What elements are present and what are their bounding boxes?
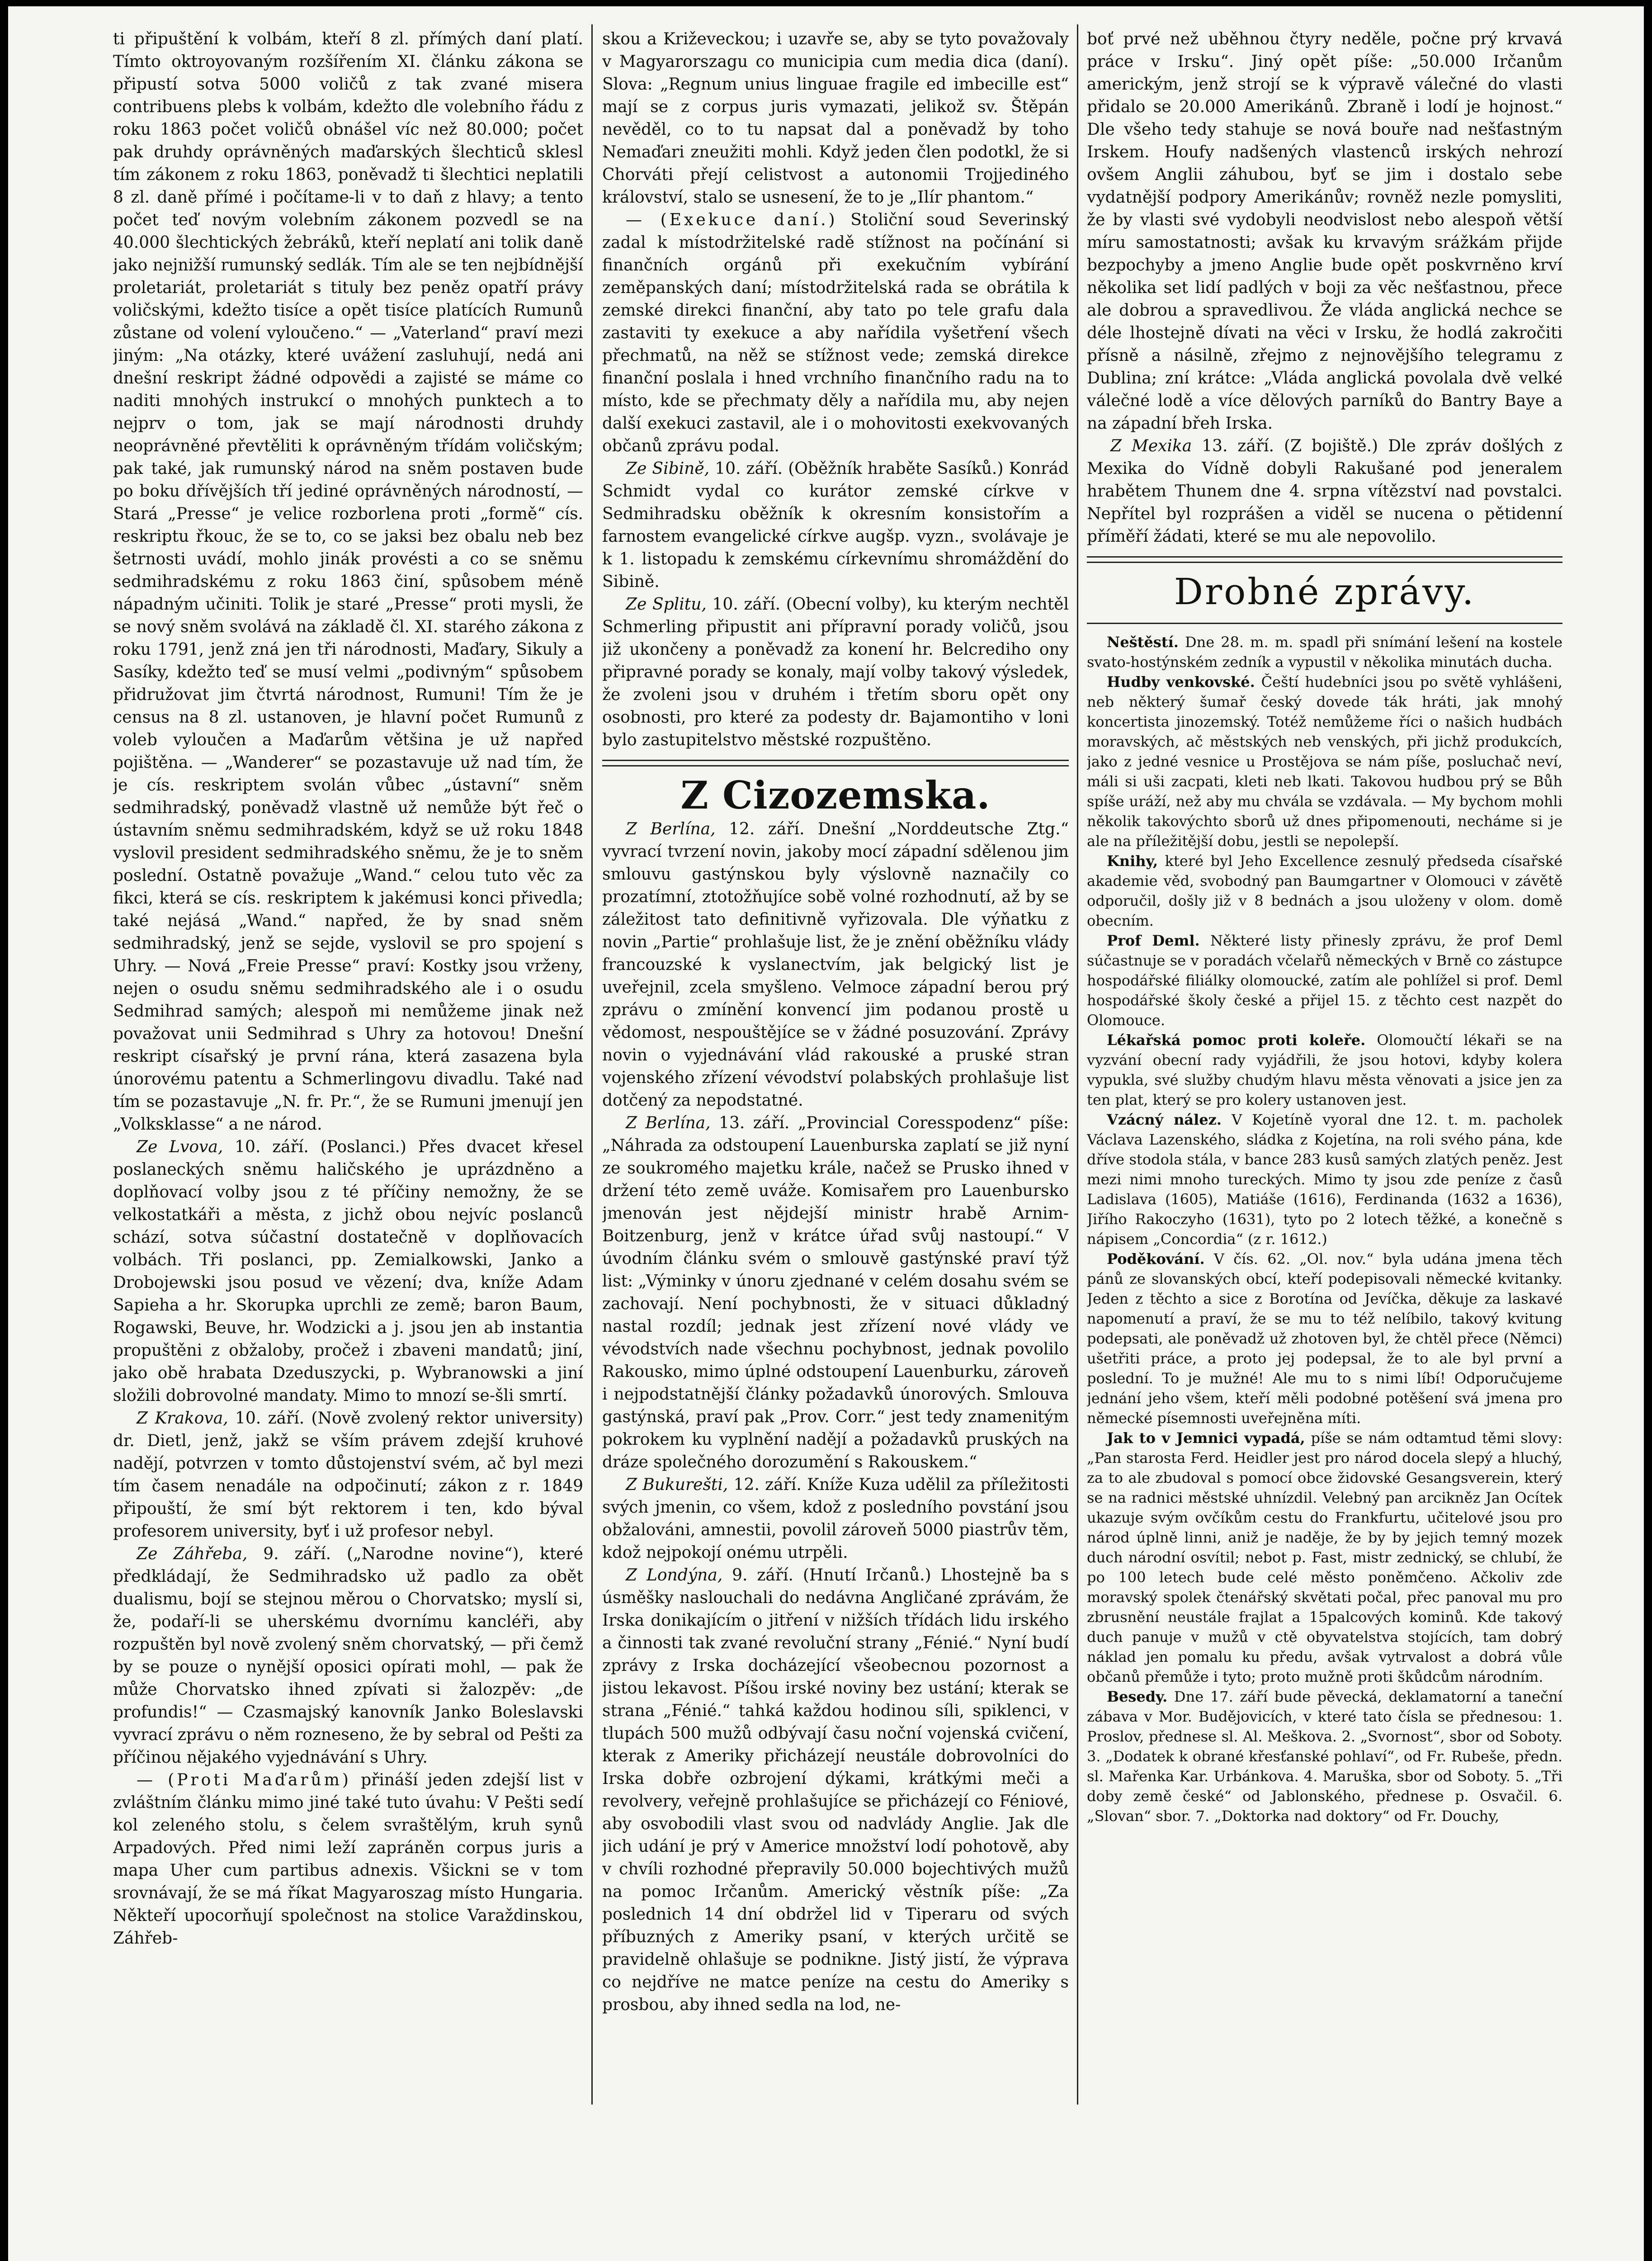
news-item-heading: Vzácný nález.	[1107, 1111, 1222, 1128]
news-item-heading: Jak to v Jemnici vypadá,	[1107, 1429, 1305, 1447]
article-text: Stoliční soud Severinský zadal k místodržitelské radě stížnost na počínání si finančních orgánů při exekučním vybírání zeměpanských daní; místodržitelská rada se obrátila k zemské direkci finanční, aby tato po tele grafu dala zastaviti ty exekuce a aby nařídila vyšetření všech přechmatů, na něž se stížnost vede; zemská direkce finanční poslala i hned vrchního finančního radu na to místo, kde se přechmaty děly a nařídila mu, aby nejen další exekuci zastavil, ale i o mohovitosti exekvovaných občanů zprávu podal.	[602, 211, 1069, 455]
paragraph-heading: — (Exekuce daní.)	[626, 211, 838, 229]
dateline-date: 9. září. (Hnutí Irčanů.)	[732, 1566, 931, 1585]
news-item-text: Některé listy přinesly zprávu, že prof Deml súčastnuje se v poradách včelařů německých v Brně co zástupce hospodářské filiálky olomoucké, zatím ale pohlížel si prof. Deml hospodářské školy české a přijel 15. z těchto cest nazpět do Olomouce.	[1087, 932, 1562, 1029]
article-text: Dnešní „Norddeutsche Ztg.“ vyvrací tvrzení novin, jakoby mocí západní sdělenou jim smlouvu gastýnskou byly výslovně naznačily co prozatímní, ztotožňujíce sobě volné rozhodnutí, až by se záležitost tato definitivně vyřizovala. Dle výňatku z novin „Partie“ prohlašuje list, že je znění oběžníku vlády francouzské k vyslanectvím, jak belgický list je uveřejnil, zcela smyšleno. Velmoce západní berou prý zprávu o zmínění konvencí jim podanou prostě u vědomost, nespouštějíce se v žádné posuzování. Zprávy novin o vyjednávání vlád rakouské a pruské stran vojenského zřízení vévodství polabských prohlašuje list dotčený za nepodstatné.	[602, 820, 1069, 1110]
news-item-heading: Prof Deml.	[1107, 932, 1200, 949]
news-item-heading: Knihy,	[1107, 852, 1158, 870]
dateline-place: Z Berlína,	[626, 820, 716, 838]
news-item-text: Dne 17. září bude pěvecká, deklamatorní a taneční zábava v Mor. Budějovicích, v které tato čísla se přednesou: 1. Proslov, přednese sl. Al. Meškova. 2. „Svornost“, sbor od Soboty. 3. „Dodatek k obrané křesťanské pohlaví“, od Fr. Rubeše, předn. sl. Mařenka Kar. Urbánkova. 4. Maruška, sbor od Soboty. 5. „Tři doby země české“ od Jablonského, přednese p. Osvačil. 6. „Slovan“ sbor. 7. „Doktorka nad doktory“ od Fr. Douchy,	[1087, 1688, 1562, 1825]
article-text: přináší jeden zdejší list v zvláštním článku mimo jiné také tuto úvahu: V Pešti sedí kol zeleného stolu, s čelem svraštělým, kruh synů Arpadových. Před nimi leží zapráněn corpus juris a mapa Uher cum partibus adnexis. Všickni se v tom srovnávají, že se má říkat Magyaroszag místo Hungaria. Někteří upocorňují společnost na stolice Varaždinskou, Záhřeb-	[113, 1771, 583, 1948]
dateline-place: Ze Splitu,	[626, 595, 707, 614]
news-item-text: Dne 28. m. m. spadl při snímání lešení na kostele svato-hostýnském zedník a vypustil v několika minutách ducha.	[1087, 634, 1562, 671]
article-paragraph	[113, 1407, 583, 1543]
article-text: Dle zpráv došlých z Mexika do Vídně dobyli Rakušané pod jeneralem hrabětem Thunem dne 4. srpna vítězství nad povstalci. Nepřítel byl rozprášen a viděl se nucena o pětidenní příměří žádati, které se mu ale nepovolilo.	[1087, 437, 1562, 546]
news-item-text: V čís. 62. „Ol. nov.“ byla udána jmena těch pánů ze slovanských obcí, kteří podepisovali německé kvitanky. Jeden z těchto a sice z Borotína od Jevíčka, děkuje za laskavé napomenutí a praví, že se mu to též nelíbilo, takový kvitung podepsati, ale poněvadž už zhotoven byl, že chtěl přece (Němci) ušetřiti práce, a proto jej podepsal, že to ale byl první a poslední. To je mužné! Ale mu to s nimi líbí! Odporučujeme jednání jeho všem, kteří měli podobné potěšení svá jmena pro německé písemnosti uveřejněna míti.	[1087, 1250, 1562, 1427]
news-item	[1087, 1249, 1562, 1428]
dateline-place: Ze Lvova,	[137, 1138, 223, 1156]
news-item	[1087, 1110, 1562, 1249]
news-item-heading: Hudby venkovské.	[1107, 673, 1255, 691]
column-rule-2	[1077, 24, 1078, 2105]
dateline-place: Z Berlína,	[626, 1114, 711, 1132]
article-paragraph	[602, 1112, 1069, 1474]
short-news-list	[1087, 632, 1562, 1826]
dateline-place: Ze Záhřeba,	[137, 1545, 248, 1563]
section-title-short-news: Drobné zprávy.	[1174, 571, 1476, 613]
newspaper-page	[8, 6, 1644, 2261]
article-text: píše: „Náhrada za odstoupení Lauenburska zaplatí se již nyní ze soukromého majetku krále, načež se Prusko ihned v držení této země uváže. Komisařem pro Lauenbursko jmenován jest nějdejší ministr hrabě Arnim-Boitzenburg, jenž v krátce úřad svůj nastoupí.“ V úvodním článku svém o smlouvě gastýnské praví týž list: „Výminky v únoru zjednané v celém dosahu svém se zachovají. Není pochybnosti, že v situaci důkladný nastal rozdíl; jednak jest zřízení nové vlády ve vévodstvích nade všechnu pochybnost, jednak povolilo Rakousko, mimo úplné odstoupení Lauenburku, zároveň i nejpodstatnější články požadavků únorových. Smlouva gastýnská, praví pak „Prov. Corr.“ jest tedy znamenitým pokrokem ku vyplnění nadějí a požadavků pruských na dráze společného dorozumění s Rakouskem.“	[602, 1114, 1069, 1471]
dateline-date: 10. září. (Nově zvolený rektor university)	[235, 1409, 583, 1428]
news-item-text: V Kojetíně vyoral dne 12. t. m. pacholek Václava Lazenského, sládka z Kojetína, na roli svého pána, kde dříve stodola stála, v bance 283 kusů samých zlatých peněz. Jest mezi nimi mnoho tureckých. Mimo ty jsou zde peníze z časů Ladislava (1605), Matiáše (1616), Ferdinanda (1632 a 1636), Jiřího Rakoczyho (1631), tyto po 2 lotech těžké, a konečně s nápisem „Concordia“ (z r. 1612.)	[1087, 1111, 1562, 1248]
section-divider	[1087, 556, 1562, 563]
column-1	[113, 28, 583, 2104]
dateline-place: Z Krakova,	[137, 1409, 228, 1428]
dateline-date: 13. září. „Provincial Coresspodenz“	[719, 1114, 1022, 1132]
article-text: skou a Križeveckou; i uzavře se, aby se tyto považovaly v Magyarorszagu co municipia cum media dica (daní). Slova: „Regnum unius linguae fragile ed imbecille est“ mají se z corpus juris vymazati, jelikož sv. Štěpán nevěděl, co to tu napsat dal a poněvadž by toho Nemaďari zneužiti mohli. Když jeden člen podotkl, že si Chorváti přejí celistvost a autonomii Trojjediného království, stalo se usnesení, že to je „Ilír phantom.“	[602, 30, 1069, 207]
news-item	[1087, 632, 1562, 672]
section-rule	[1087, 623, 1562, 624]
dateline-place: Z Mexika	[1110, 437, 1192, 455]
article-text: které předkládají, že Sedmihradsko už padlo za obět dualismu, bojí se stejnou měrou o Chorvatsko; myslí si, že, podaří-li se uherskému dvornímu kancléři, aby rozpuštěn byl nově zvolený sněm chorvatský, — při čemž by se pouze o nynější oposici opírati mohl, — pak že může Chorvatsko ihned zpívati si žalozpěv: „de profundis!“ — Czasmajský kanovník Janko Boleslavski vyvrací zprávu o něm rozneseno, že by sebral od Pešti za příčinou nějakého vyjednávání s Uhry.	[113, 1545, 583, 1767]
news-item	[1087, 672, 1562, 851]
dateline-place: Z Bukurešti,	[626, 1476, 728, 1494]
column-3	[1087, 28, 1562, 2104]
dateline-date: 10. září. (Obecní volby),	[712, 595, 912, 614]
news-item-text: Olomoučtí lékaři se na vyzvání obecní rady vyjádřili, že jsou hotovi, kdyby kolera vypukla, své služby chudým hlavu města věnovati a jsice jen za ten plat, který se pro kolery ustanoven jest.	[1087, 1031, 1562, 1108]
article-paragraph	[113, 1136, 583, 1407]
article-paragraph	[602, 1564, 1069, 2016]
news-item	[1087, 1687, 1562, 1826]
dateline-place: Z Londýna,	[626, 1566, 723, 1585]
article-paragraph	[602, 1474, 1069, 1564]
article-text: dr. Dietl, jenž, jakž se vším právem zdejší kruhové nadějí, potvrzen v tomto důstojenství svém, ač byl mezi tím časem nenadále na odpočinutí; zákon z r. 1849 připouští, že smí být rektorem i ten, kdo býval profesorem university, byť i už profesor nebyl.	[113, 1432, 583, 1541]
column-2	[602, 28, 1069, 2104]
news-item-text: které byl Jeho Excellence zesnulý předseda císařské akademie věd, svobodný pan Baumgartner v Olomouci v závětě odporučil, došly již v 8 bednách a jsou uloženy v olom. domě obecním.	[1087, 852, 1562, 929]
article-paragraph	[1087, 435, 1562, 548]
dateline-place: Ze Sibině,	[626, 459, 710, 478]
paragraph-heading: — (Proti Maďarům)	[137, 1771, 351, 1789]
dateline-date: 9. září. („Narodne novine“),	[263, 1545, 524, 1563]
article-paragraph	[602, 209, 1069, 458]
article-paragraph	[113, 1543, 583, 1769]
news-item-text: Čeští hudebníci jsou po světě vyhlášeni, neb některý šumař český dovede ták hráti, jak mnohý koncertista jinozemský. Totéž nemůžeme říci o našich hudbách moravských, ač městských neb venských, při jichž produkcích, jako z jedné vesnice u Prostějova se nám píše, posluchač neví, máli si uši zacpati, kleti neb lkati. Takovou hudbou prý se Bůh spíše uráží, než aby mu chvála se vzdávala. — My bychom mohli několik takovýchto sborů už dnes připomenouti, necháme si je ale na příležitější dobu, jestli se nepolepší.	[1087, 673, 1562, 850]
dateline-date: 10. září. (Poslanci.)	[235, 1138, 406, 1156]
news-item	[1087, 931, 1562, 1030]
news-item	[1087, 1428, 1562, 1687]
article-text: boť prvé než uběhnou čtyry neděle, počne prý krvavá práce v Irsku“. Jiný opět píše: „50.000 Irčanům americkým, jenž strojí se k výpravě válečné do vlasti přidalo se 20.000 Amerikánů. Zbraně i lodí je hojnost.“ Dle všeho tedy stahuje se nová bouře nad nešťastným Irskem. Houfy nadšených vlastenců irských nehrozí ovšem Anglii záhubou, byť se jim i dostalo sebe vydatnější podpory Amerikánův; rovněž nezle pomysliti, že by vlasti své vydobyli neodvislost nebo alespoň větší míru samostatnosti; avšak ku krvavým srážkám přijde bezpochyby a jmeno Anglie bude opět poskvrněno krví několika set lidí padlých v boji za věc nešťastnou, přece ale dobrou a spravedlivou. Že vláda anglická nechce se déle lhostejně dívati na věci v Irsku, že hodlá zakročiti přísně a násilně, zřejmo z nejnovějšího telegramu z Dublina; zní krátce: „Vláda anglická povolala dvě velké válečné lodě a více dělových parníků do Bantry Baye a na západní břeh Irska.	[1087, 30, 1562, 433]
news-item-heading: Besedy.	[1107, 1688, 1168, 1705]
article-text: Kníže Kuza udělil za příležitosti svých jmenin, co všem, kdož z posledního povstání jsou obžalováni, amnestii, povolil zároveň 5000 piastrův těm, kdož nejpokojí onému utrpěli.	[602, 1476, 1069, 1562]
dateline-date: 13. září. (Z bojiště.)	[1202, 437, 1378, 455]
article-text: Konrád Schmidt vydal co kurátor zemské církve v Sedmihradsku oběžník k okresním konsistořím a farnostem evangelické církve augšp. vyzn., svolávaje je k 1. listopadu k zemskému církevnímu shromáždění do Sibině.	[602, 459, 1069, 591]
article-text: Lhostejně ba s úsměšky naslouchali do nedávna Angličané zprávám, že Irska donikajícím o jitření v nižších třídách lidu irského a činnosti tak zvané revoluční strany „Fénié.“ Nyní budí zprávy z Irska docházející všeobecnou pozornost a jistou lekavost. Píšou irské noviny bez ustání; kterak se strana „Fénié.“ tahká každou hodinou síli, spiklenci, v tlupách 500 mužů odbývají času noční vojenská cvičení, kterak z Ameriky přicházejí neustále dobrovolníci do Irska dobře ozbrojení dýkami, krátkými meči a revolvery, veřejně prohlašujíce se přicházejí co Féniové, aby osvobodili vlast svou od nadvlády Anglie. Jak dle jich udání je prý v Americe množství lodí pohotově, aby v chvíli rozhodné přepravily 50.000 bojechtivých mužů na pomoc Irčanům. Americký věstník píše: „Za poslednich 14 dní obdržel lid v Tiperaru od svých příbuzných z Ameriky psaní, v kterých určitě se pravidelně ohlašuje se podnikne. Jistý jistí, že výprava co nejdříve ne matce peníze na cestu do Ameriky s prosbou, aby ihned sedla na lod, ne-	[602, 1566, 1069, 2014]
article-paragraph	[602, 458, 1069, 593]
article-paragraph	[602, 818, 1069, 1112]
article-text: Přes dvacet křesel poslaneckých sněmu haličského je uprázdněno a doplňovací volby jsou z té příčiny nemožny, že se velkostatkáři a města, z jichž obou nejvíc poslanců schází, sotva súčastní dostatečně v doplňovacích volbách. Tři poslanci, pp. Zemialkowski, Janko a Drobojewski jsou posud ve vězení; dva, kníže Adam Sapieha a hr. Skorupka uprchli ze země; baron Baum, Rogawski, Beuve, hr. Wodzicki a j. jsou jen ab instantia propuštěni z obžaloby, pročež i zbaveni mandatů; jiní, jako obě hrabata Dzeduszycki, p. Wybranowski a jiní složili dobrovolné mandaty. Mimo to mnozí se-šli smrtí.	[113, 1138, 583, 1405]
article-paragraph	[113, 1769, 583, 1950]
section-divider	[602, 760, 1069, 766]
section-title-foreign-news: Z Cizozemska.	[680, 773, 991, 818]
news-item-heading: Lékařská pomoc proti koleře.	[1107, 1031, 1366, 1049]
news-item-text: píše se nám odtamtud těmi slovy: „Pan starosta Ferd. Heidler jest pro národ docela slepý a hluchý, za to ale zbudoval s pomocí obce židovské Gesangsverein, který se na radnici městské uhnízdil. Velebný pan arcikněz Jan Ocítek ukazuje svým ovčíkům cestu do Frankfurtu, učitelové jsou pro národ úplně linni, aniž je naděje, že by by jejich temný mozek duch národní osvítil; nebot p. Fast, mistr zednický, se chlubí, že po 100 letech bude celé město poněmčeno. Ačkoliv zde moravský spolek čtenářský skvětati počal, přec panoval mu pro zbrusnění neustále frajlat a 15palcových kominů. Kde takový duch panuje v mužů v ctě obyvatelstva stojících, tam dobrý náklad jen pomalu ku předu, avšak vytrvalost a dobrá vůle občanů přemůže i tyto; proto mužně proti škůdcům národním.	[1087, 1429, 1562, 1685]
dateline-date: 12. září.	[729, 820, 805, 838]
article-paragraph	[602, 593, 1069, 752]
article-text: ti připuštění k volbám, kteří 8 zl. přímých daní platí. Tímto oktroyovaným rozšířením XI. článku zákona se připustí sotva 5000 voličů z tak zvané misera contribuens plebs k volbám, kdežto dle volebního řádu z roku 1863 počet voličů obnášel víc než 80.000; počet pak druhdy oprávněných maďarských šlechticů sklesl tím zákonem z roku 1863, poněvadž ti šlechtici neplatili 8 zl. daně přímé i počítame-li v to daň z hlavy; a tento počet teď novým volebním zákonem pozvedl se na 40.000 šlechtických žebráků, kteří neplatí ani tolik daně jako nejnižší rumunský sedlák. Tím ale se ten nejbídnější proletariát, proletariát s tituly bez peněz opatří právy voličskými, kdežto tisíce a opět tisíce platících Rumunů zůstane od volení vyloučeno.“ — „Vaterland“ praví mezi jiným: „Na otázky, které uvážení zasluhují, nedá ani dnešní reskript žádné odpovědi a zajisté se máme co naditi mnohých instrukcí o mnohých punktech a to nejprv o tom, jak se mají národnosti druhdy neoprávněné převtěliti k oprávněným třídám voličským; pak také, jak rumunský národ na sněm postaven bude po boku dřívějších tří jediné oprávněných národností, — Stará „Presse“ je velice rozborlena proti „formě“ cís. reskriptu řkouc, že se to, co se jaksi bez obalu neb bez šetrnosti uvádí, mohlo jinák provésti a co se sněmu sedmihradskému z roku 1863 činí, spůsobem méně nápadným učiniti. Tolik je staré „Presse“ proti mysli, že se nový sněm svolává na základě čl. XI. starého zákona z roku 1791, jenž zná jen tři národnosti, Maďary, Sikuly a Sasíky, kdežto teď se musí velmi „podivným“ spůsobem přidružovat jim čtvrtá národnost, Rumuni! Tím že je census na 8 zl. ustanoven, je hlavní počet Rumunů z voleb vyloučen a Maďarům většina je už napřed pojištěna. — „Wanderer“ se pozastavuje už nad tím, že je cís. reskriptem svolán vůbec „ústavní“ sněm sedmihradský, poněvadž vlastně už nemůže být řeč o ústavním sněmu sedmihradském, když se už roku 1848 vyslovil president sedmihradského sněmu, že je to sněm poslední. Ostatně považuje „Wand.“ celou tuto věc za fikci, která se cís. reskriptem k jakémusi konci přivedla; také nejásá „Wand.“ napřed, že by snad sněm sedmihradský, jenž se sejde, vyslovil se pro spojení s Uhry. — Nová „Freie Presse“ praví: Kostky jsou vrženy, nejen o osudu sněmu sedmihradského ale i o osudu Sedmihrad samých; alespoň mi nemůžeme jinak než považovat unii Sedmihrad s Uhry za hotovou! Dnešní reskript císařský je první rána, která zasazena byla únorovému patentu a Schmerlingovu divadlu. Také nad tím se pozastavuje „N. fr. Pr.“, že se Rumuni jmenují jen „Volksklasse“ a ne národ.	[113, 30, 583, 1134]
dateline-date: 12. září.	[733, 1476, 802, 1494]
news-item	[1087, 851, 1562, 931]
article-text: ku kterým nechtěl Schmerling připustit ani přípravní porady voličů, jsou již ukončeny a poněvadž za konení hr. Belcrediho ony připravné porady se konaly, mají volby takový výsledek, že zvoleni jsou v druhém i třetím sboru opět ony osobnosti, pro které za podesty dr. Bajamontiho v loni bylo zastupitelstvo městské rozpuštěno.	[602, 595, 1069, 749]
news-item-heading: Neštěstí.	[1107, 634, 1179, 651]
dateline-date: 10. září. (Oběžník hraběte Sasíků.)	[715, 459, 1004, 478]
news-item	[1087, 1030, 1562, 1110]
news-item-heading: Poděkování.	[1107, 1250, 1205, 1268]
column-rule-1	[591, 24, 593, 2105]
